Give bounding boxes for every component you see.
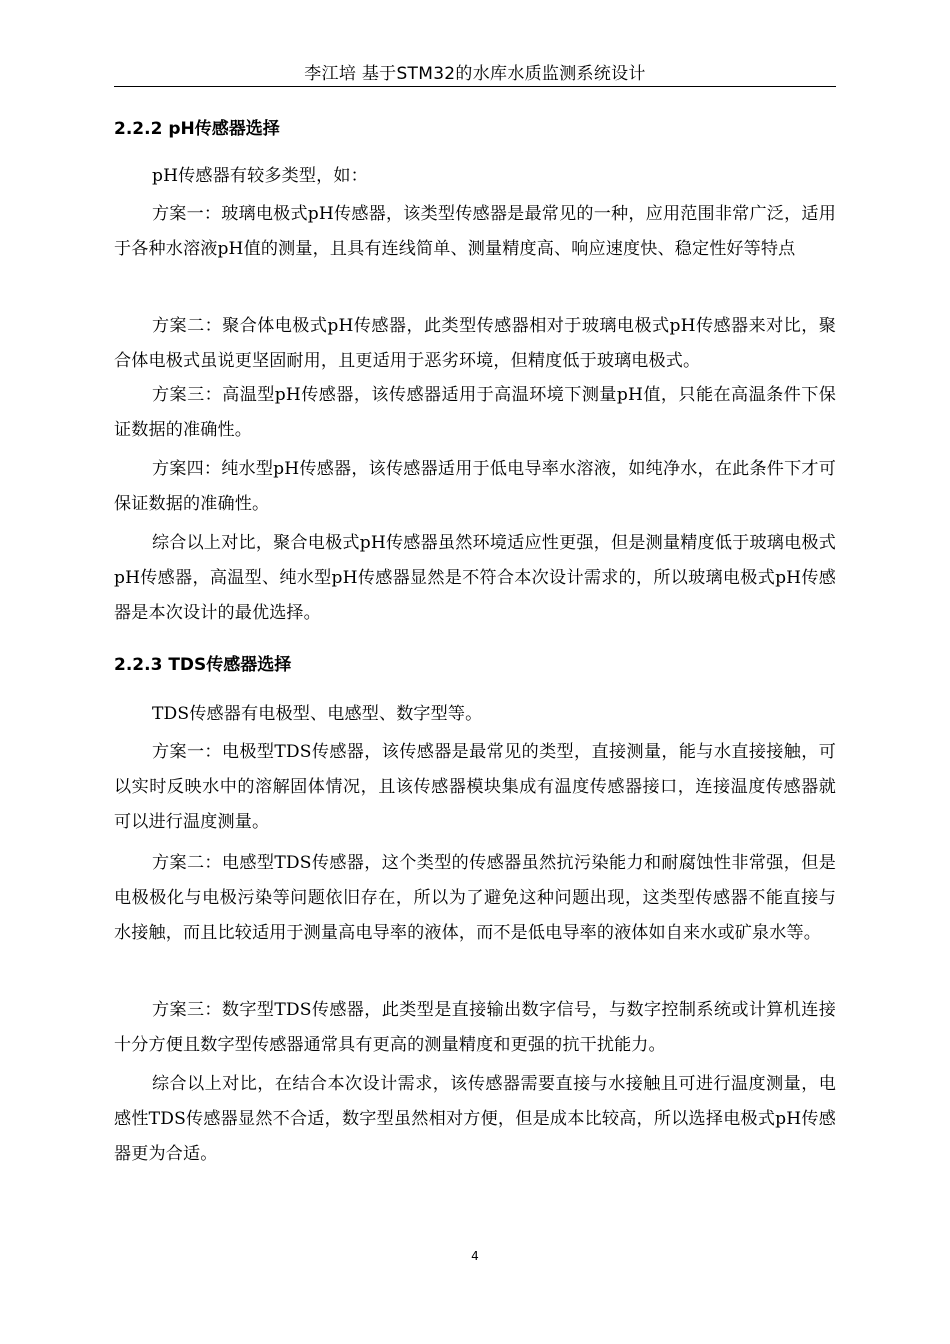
section-heading-2-2-2: 2.2.2 pH传感器选择 — [114, 119, 280, 139]
paragraph: 方案二：聚合体电极式pH传感器，此类型传感器相对于玻璃电极式pH传感器来对比，聚合体电极式虽说更坚固耐用，且更适用于恶劣环境，但精度低于玻璃电极式。 — [114, 316, 836, 371]
header-rule — [114, 86, 836, 87]
paragraph: 方案一：玻璃电极式pH传感器，该类型传感器是最常见的一种，应用范围非常广泛，适用于各种水溶液pH值的测量，且具有连线简单、测量精度高、响应速度快、稳定性好等特点 — [114, 204, 836, 259]
paragraph: pH传感器有较多类型，如： — [152, 166, 368, 186]
paragraph: 方案二：电感型TDS传感器，这个类型的传感器虽然抗污染能力和耐腐蚀性非常强，但是电极极化与电极污染等问题依旧存在，所以为了避免这种问题出现，这类型传感器不能直接与水接触，而且比较适用于测量高电导率的液体，而不是低电导率的液体如自来水或矿泉水等。 — [114, 853, 836, 943]
paragraph: 方案三：高温型pH传感器，该传感器适用于高温环境下测量pH值，只能在高温条件下保证数据的准确性。 — [114, 385, 836, 440]
paragraph: TDS传感器有电极型、电感型、数字型等。 — [152, 704, 483, 724]
page-number: 4 — [471, 1249, 479, 1263]
paragraph: 综合以上对比，在结合本次设计需求，该传感器需要直接与水接触且可进行温度测量，电感性TDS传感器显然不合适，数字型虽然相对方便，但是成本比较高，所以选择电极式pH传感器更为合适。 — [114, 1074, 836, 1164]
paragraph: 方案一：电极型TDS传感器，该传感器是最常见的类型，直接测量，能与水直接接触，可以实时反映水中的溶解固体情况，且该传感器模块集成有温度传感器接口，连接温度传感器就可以进行温度测量。 — [114, 742, 836, 832]
paragraph: 综合以上对比，聚合电极式pH传感器虽然环境适应性更强，但是测量精度低于玻璃电极式pH传感器，高温型、纯水型pH传感器显然是不符合本次设计需求的，所以玻璃电极式pH传感器是本次设计的最优选择。 — [114, 533, 836, 623]
paragraph: 方案三：数字型TDS传感器，此类型是直接输出数字信号，与数字控制系统或计算机连接十分方便且数字型传感器通常具有更高的测量精度和更强的抗干扰能力。 — [114, 1000, 836, 1055]
running-header: 李江培 基于STM32的水库水质监测系统设计 — [304, 64, 646, 84]
section-heading-2-2-3: 2.2.3 TDS传感器选择 — [114, 655, 292, 675]
paragraph: 方案四：纯水型pH传感器，该传感器适用于低电导率水溶液，如纯净水，在此条件下才可保证数据的准确性。 — [114, 459, 836, 514]
